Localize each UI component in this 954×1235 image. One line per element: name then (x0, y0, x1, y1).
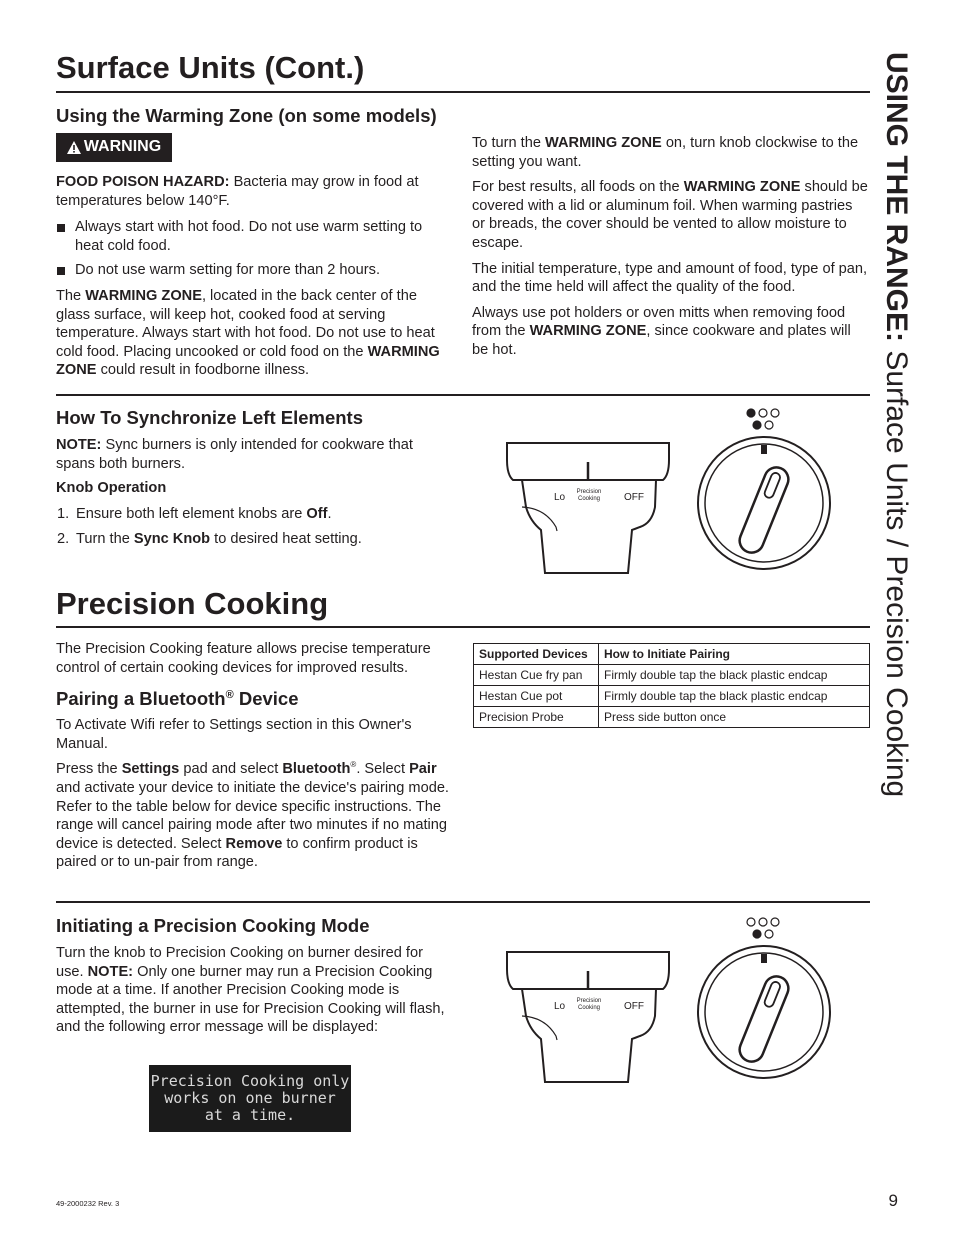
table-cell: Hestan Cue fry pan (474, 665, 599, 686)
zone-term: WARMING ZONE (683, 179, 801, 196)
burner-indicator-icon (747, 409, 779, 429)
pot-holders-paragraph (472, 304, 868, 360)
knob-front-view (698, 946, 830, 1078)
text-run: Ensure both left element knobs are (76, 505, 307, 522)
page-number: 9 (888, 1191, 898, 1210)
pairing-paragraph (56, 760, 453, 872)
text-run: , located in the back center of the glass surface, will keep hot, cooked food at serving temperature. Always start with hot food. Do not use to heat cold food. Placing uncooked or cold food on the (56, 287, 435, 360)
text-run: pad and select (179, 761, 283, 778)
sync-body (56, 436, 453, 549)
warning-triangle-icon (67, 141, 81, 154)
hazard-text: Bacteria may grow in food at temperatures below 140°F. (56, 174, 419, 209)
wifi-paragraph: To Activate Wifi refer to Settings section in this Owner's Manual. (56, 717, 412, 752)
text-run: Turn the knob to Precision Cooking on burner desired for use. (56, 945, 423, 980)
table-cell: Firmly double tap the black plastic endcap (599, 686, 870, 707)
section-rule (56, 394, 870, 396)
knob-pc-label: Cooking (577, 1005, 601, 1011)
display-line: Precision Cooking only (150, 1072, 350, 1090)
table-row (474, 665, 870, 686)
table-header: How to Initiate Pairing (599, 644, 870, 665)
pairing-heading (56, 688, 453, 710)
text-run: . (327, 505, 332, 522)
text-run: should be covered with a lid or aluminum foil. When warming pastries or breads, the cover should be vented to allow moisture to escape. (472, 179, 868, 251)
page-title: Surface Units (Cont.) (56, 50, 365, 85)
bullet-item: Do not use warm setting for more than 2 hours. (56, 261, 453, 280)
knob-side-view (507, 952, 669, 1082)
precision-title: Precision Cooking (56, 586, 329, 621)
warming-zone-paragraph (56, 287, 453, 380)
warming-left-column (56, 173, 453, 380)
zone-term: WARMING ZONE (545, 135, 662, 151)
text-run: . Select (356, 761, 410, 778)
turn-on-paragraph (472, 134, 868, 171)
knob-lo-label: Lo (554, 492, 566, 503)
note-label: NOTE: (56, 437, 102, 453)
title-rule (56, 91, 870, 93)
table-cell: Precision Probe (474, 707, 599, 728)
text-run: Press the (56, 761, 122, 778)
knob-lo-label: Lo (554, 1001, 566, 1012)
error-display (149, 1065, 351, 1132)
table-cell: Press side button once (599, 707, 870, 728)
display-line: at a time. (204, 1106, 296, 1124)
table-header-row (474, 644, 870, 665)
warning-label: WARNING (83, 138, 162, 156)
registered-mark: ® (350, 760, 357, 770)
step-item (56, 530, 453, 549)
doc-id: 49-2000232 Rev. 3 (56, 1199, 120, 1208)
warning-badge (56, 133, 172, 162)
note-text: Sync burners is only intended for cookware that spans both burners. (56, 437, 413, 472)
step-number: 1. (57, 505, 70, 522)
text-run: Only one burner may run a Precision Cooking mode at a time. If another Precision Cooking mode is attempted, the burner in use for Precision Cooking will flash, and the following error message will be displayed: (56, 963, 445, 1036)
table-header: Supported Devices (474, 644, 599, 665)
note-label: NOTE: (87, 963, 134, 980)
display-line: works on one burner (164, 1089, 336, 1107)
text-run: Turn the (76, 531, 134, 548)
text-run: To turn the (472, 135, 546, 151)
hazard-label: FOOD POISON HAZARD: (56, 174, 230, 190)
text-run: Settings (121, 761, 180, 778)
text-run: Pair (409, 761, 437, 778)
zone-term: WARMING ZONE (85, 287, 202, 304)
mode-heading: Initiating a Precision Cooking Mode (56, 915, 370, 936)
text-run: , since cookware and plates will be hot. (472, 323, 851, 358)
step-number: 2. (57, 531, 70, 548)
text-run: Always use pot holders or oven mitts when removing food from the (472, 304, 846, 340)
knob-side-view (507, 443, 669, 573)
side-tab-bold: USING THE RANGE: (880, 52, 913, 343)
table-cell: Hestan Cue pot (474, 686, 599, 707)
sync-knob-illustration (500, 405, 870, 580)
knob-off-label: OFF (624, 492, 644, 503)
text-run: Sync Knob (133, 531, 211, 548)
table-cell: Firmly double tap the black plastic endcap (599, 665, 870, 686)
side-tab (870, 52, 920, 842)
title-rule (56, 626, 870, 628)
zone-term: WARMING ZONE (529, 323, 647, 340)
precision-left-column (56, 640, 453, 872)
burner-indicator-icon (747, 918, 779, 938)
text-run: For best results, all foods on the (472, 179, 684, 196)
pairing-table (473, 643, 870, 728)
knob-pc-label: Cooking (577, 496, 601, 502)
table-row (474, 707, 870, 728)
text-run: Off (306, 505, 328, 522)
text-run: The (56, 287, 86, 304)
text-run: and activate your device to initiate the device's pairing mode. Refer to the table below for device specific instructions. The range will cancel pairing mode after two minutes if no mating device is detected. Select (56, 779, 449, 852)
warming-right-column (472, 134, 868, 360)
text-run: Device (233, 688, 299, 710)
knob-off-label: OFF (624, 1001, 644, 1012)
best-results-paragraph (472, 178, 868, 252)
registered-mark: ® (225, 689, 234, 702)
quality-paragraph: The initial temperature, type and amount of food, type of pan, and the time held will affect the quality of the food. (472, 260, 868, 296)
text-run: Pairing a Bluetooth (56, 688, 226, 710)
precision-knob-illustration (500, 914, 870, 1089)
bullet-item: Always start with hot food. Do not use warm setting to heat cold food. (56, 218, 453, 255)
step-item (56, 505, 453, 524)
text-run: to confirm product is paired or to un-pair from range. (56, 835, 418, 871)
warming-heading: Using the Warming Zone (on some models) (56, 105, 437, 126)
side-tab-light: Surface Units / Precision Cooking (880, 342, 913, 798)
knob-front-view (698, 437, 830, 569)
knob-operation-label: Knob Operation (56, 480, 167, 497)
mode-paragraph (56, 944, 446, 1037)
text-run: could result in foodborne illness. (96, 362, 310, 379)
zone-term: WARMING ZONE (56, 343, 440, 379)
text-run: on, turn knob clockwise to the setting you want. (472, 135, 859, 170)
sync-heading: How To Synchronize Left Elements (56, 407, 364, 428)
knob-pc-label: Precision (576, 998, 602, 1004)
sync-note (56, 436, 453, 473)
hazard-paragraph (56, 173, 453, 210)
precision-intro: The Precision Cooking feature allows precise temperature control of certain cooking devices for improved results. (56, 641, 431, 676)
text-run: Remove (225, 835, 283, 852)
text-run: Bluetooth (282, 761, 351, 778)
section-rule (56, 901, 870, 903)
table-row (474, 686, 870, 707)
knob-pc-label: Precision (576, 489, 602, 495)
text-run: to desired heat setting. (210, 531, 362, 548)
